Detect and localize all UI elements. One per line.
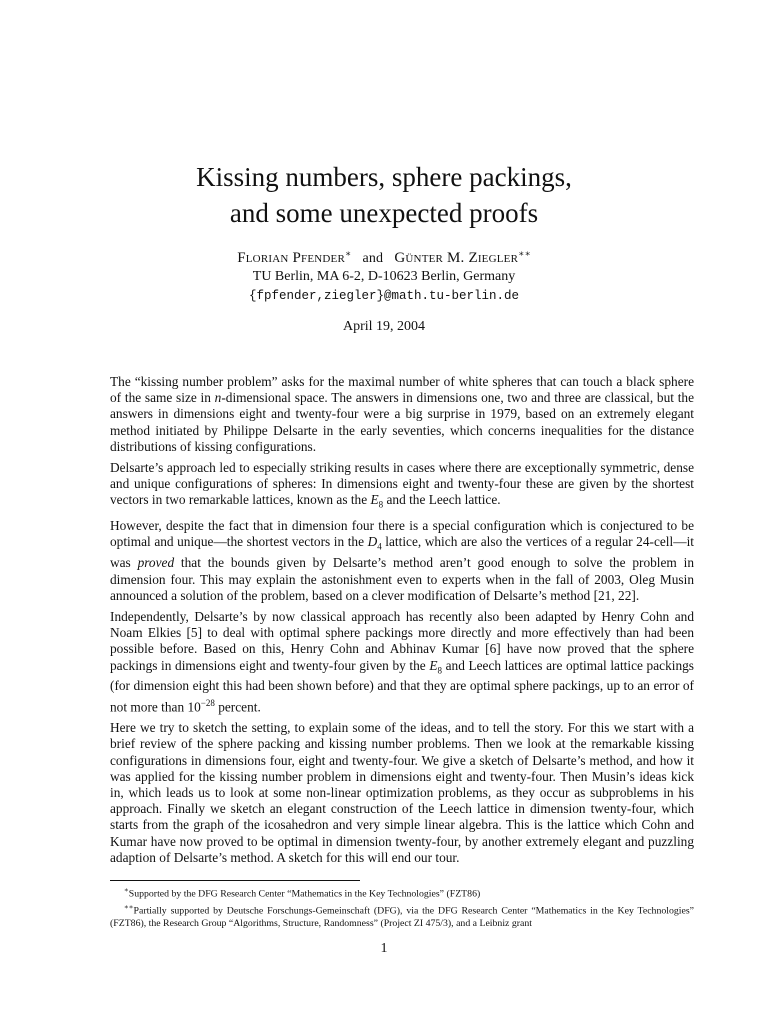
author-1-footnote-mark: ∗	[345, 248, 352, 259]
paper-title-line-1: Kissing numbers, sphere packings,	[196, 162, 572, 192]
math-e8-subscript: 8	[378, 500, 384, 511]
paragraph-1	[110, 374, 694, 455]
math-e8: E	[370, 492, 379, 508]
email-text: {fpfender,ziegler}@math.tu-berlin.de	[248, 289, 520, 303]
publication-date: April 19, 2004	[342, 319, 426, 334]
footnote-rule	[110, 880, 360, 881]
paragraph-4-text-b: and Leech lattices are optimal lattice packings (for dimension eight this had been shown before) and that they are optimal sphere packings, up to an error of not more than	[110, 657, 694, 715]
paragraph-4-text-c: percent.	[214, 699, 261, 715]
page-number: 1	[380, 941, 388, 956]
emphasis-proved: proved	[137, 555, 175, 571]
footnote-1	[110, 884, 694, 901]
paper-title-line-2: and some unexpected proofs	[229, 198, 539, 228]
footnote-2-mark: ∗∗	[124, 903, 134, 912]
author-1: Florian Pfender	[237, 250, 345, 266]
math-n: n	[214, 390, 222, 406]
paragraph-1-text-a: The “kissing number problem” asks for the maximal number of white spheres that can touch a black sphere of the same size in	[110, 374, 694, 406]
paragraph-2-text-b: and the Leech lattice.	[383, 492, 501, 508]
math-e8: E	[429, 657, 438, 673]
footnote-1-text: Supported by the DFG Research Center “Mathematics in the Key Technologies” (FZT86)	[128, 888, 481, 900]
paragraph-2	[110, 460, 694, 513]
math-d4-subscript: 4	[377, 542, 382, 553]
paragraph-4-text-a: Independently, Delsarte’s by now classical approach has recently also been adapted by Henry Cohn and Noam Elkies [5] to deal with optimal sphere packings more directly and more effectively than had been possible before. Based on this, Henry Cohn and Abhinav Kumar [6] have now proved that the sphere packings in dimensions eight and twenty-four given by the	[110, 608, 694, 673]
footnote-2	[110, 901, 694, 931]
footnote-1-mark: ∗	[124, 886, 129, 894]
paragraph-3-text-b: lattice, which are also the vertices of a regular	[381, 534, 637, 550]
author-line	[0, 250, 768, 267]
author-2-footnote-mark: ∗∗	[518, 248, 531, 259]
paragraph-3-text-a: However, despite the fact that in dimension four there is a special configuration which is conjectured to be optimal and unique—the shortest vectors in the	[110, 518, 694, 550]
paragraph-5: Here we try to sketch the setting, to explain some of the ideas, and to tell the story. For this we start with a brief review of the sphere packing and kissing number problems. Then we look at the remarkable kissing configurations in dimensions four, eight and twenty-four. We give a sketch of Delsarte’s method, and how it was applied for the kissing number problem in dimensions eight and twenty-four. Then Musin’s ideas kick in, which leads us to look at some non-linear optimization problems, as they occur as subproblems in his approach. Finally we sketch an elegant construction of the Leech lattice in dimension twenty-four, which starts from the graph of the icosahedron and very simple linear algebra. This is the lattice which Cohn and Kumar have now proved to be optimal in dimension twenty-four, by another extremely elegant and puzzling adaption of Delsarte’s method. A sketch for this will end our tour.	[110, 720, 694, 865]
math-exponent: −28	[200, 697, 215, 708]
footnote-2-text: Partially supported by Deutsche Forschungs-Gemeinschaft (DFG), via the DFG Research Center “Mathematics in the Key Technologies” (FZT86), the Research Group “Algorithms, Structure, Randomness” (Project ZI 475/3), and a Leibniz grant	[110, 905, 694, 930]
author-2: Günter M. Ziegler	[394, 250, 519, 266]
footnotes	[110, 884, 694, 931]
paragraph-3	[110, 518, 694, 604]
author-conjunction: and	[362, 251, 384, 266]
paragraph-3-text-c: -cell—it was	[110, 534, 694, 571]
paragraph-2-text-a: Delsarte’s approach led to especially striking results in cases where there are exceptionally symmetric, dense and unique configurations of spheres: In dimensions eight and twenty-four these are given by the shortest vectors in two remarkable lattices, known as the	[110, 460, 694, 508]
math-e8-subscript: 8	[437, 665, 442, 676]
author-emails	[0, 287, 768, 303]
abstract-body	[110, 374, 694, 871]
math-24: 24	[636, 534, 650, 550]
math-d4: D	[367, 534, 378, 550]
paragraph-1-text-b: -dimensional space. The answers in dimensions one, two and three are classical, but the answers in dimensions eight and twenty-four were a big surprise in 1979, based on an extremely elegant method initiated by Philippe Delsarte in the early seventies, which concerns inequalities for the distance distributions of kissing configurations.	[110, 390, 695, 454]
paragraph-3-text-d: that the bounds given by Delsarte’s method aren’t good enough to solve the problem in dimension four. This may explain the astonishment even to experts when in the fall of 2003, Oleg Musin announced a solution of the problem, based on a clever modification of Delsarte’s method [21, 22].	[110, 555, 694, 603]
paragraph-4	[110, 609, 694, 715]
math-ten: 10	[187, 699, 201, 715]
affiliation: TU Berlin, MA 6-2, D-10623 Berlin, Germany	[252, 269, 516, 284]
